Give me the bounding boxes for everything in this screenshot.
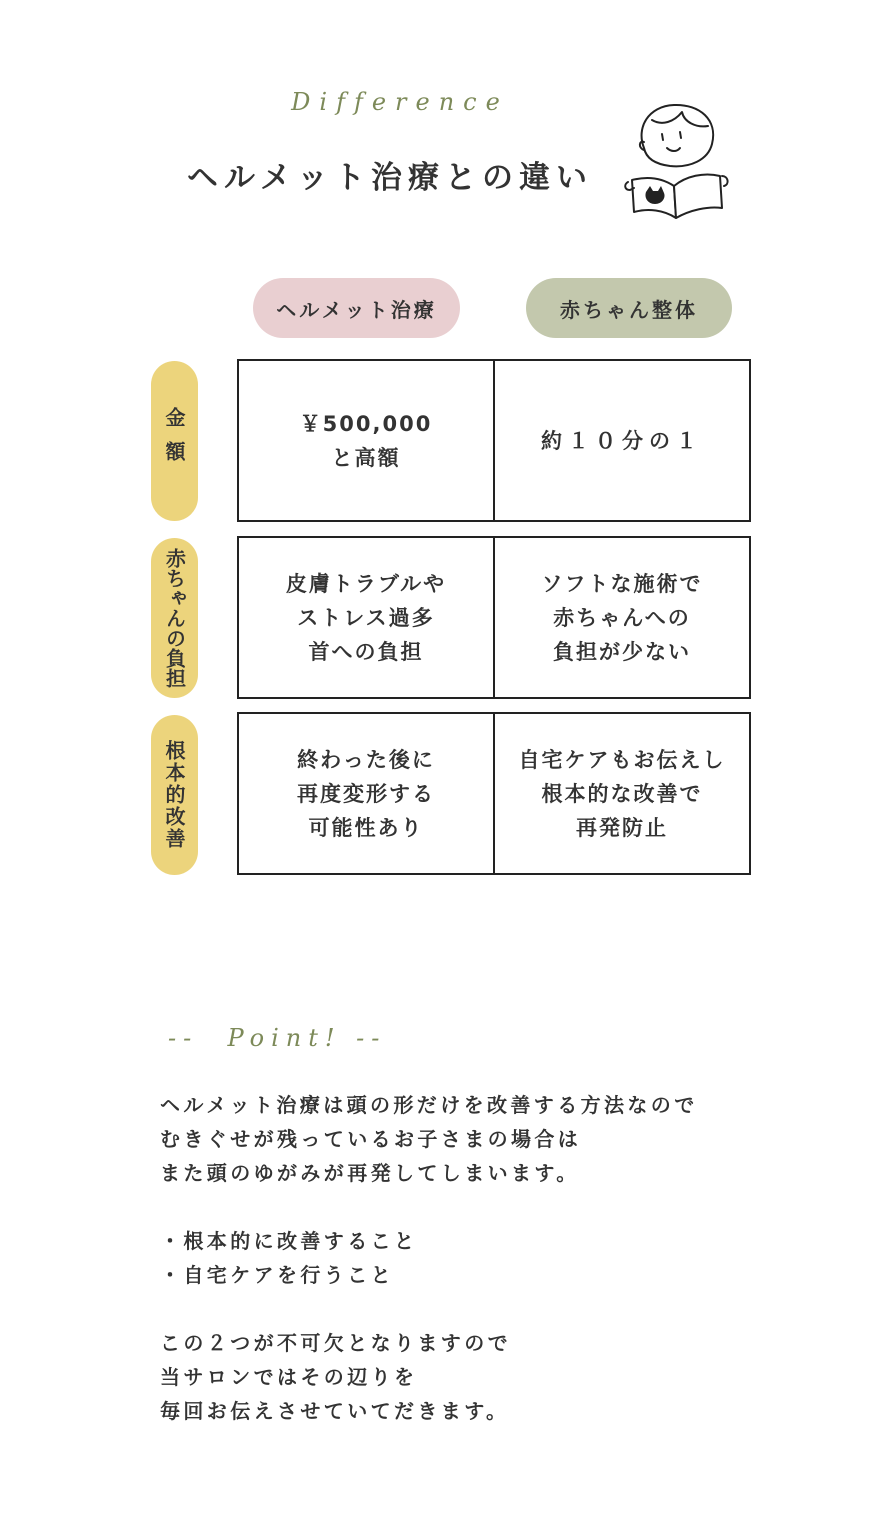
- cell-price-seitai: 約１０分の１: [493, 361, 749, 520]
- row-label-burden-text: 赤ちゃんの負担: [162, 548, 187, 688]
- row-label-burden: [151, 538, 198, 698]
- point-paragraph-list: ・根本的に改善すること ・自宅ケアを行うこと: [160, 1229, 418, 1287]
- cell-burden-helmet: 皮膚トラブルや ストレス過多 首への負担: [285, 571, 447, 664]
- section-title: ヘルメット治療との違い: [186, 160, 594, 196]
- comparison-row-burden: [237, 536, 751, 699]
- cell-improvement-helmet: 終わった後に 再度変形する 可能性あり: [297, 747, 435, 840]
- comparison-row-price: [237, 359, 751, 522]
- point-paragraph-intro: ヘルメット治療は頭の形だけを改善する方法なので むきぐせが残っているお子さまの場合は また頭のゆがみが再発してしまいます。: [160, 1093, 698, 1185]
- column-header-seitai: 赤ちゃん整体: [526, 278, 732, 338]
- point-paragraph-closing: この２つが不可欠となりますので 当サロンではその辺りを 毎回お伝えさせていてだきます。: [160, 1331, 511, 1423]
- column-header-helmet: ヘルメット治療: [253, 278, 460, 338]
- comparison-row-improvement: [237, 712, 751, 875]
- row-label-price-text: 金額: [162, 407, 186, 475]
- row-label-price: [151, 361, 198, 521]
- row-label-improvement: [151, 715, 198, 875]
- cell-improvement-seitai: 自宅ケアもお伝えし 根本的な改善で 再発防止: [493, 714, 749, 873]
- child-reading-book-illustration: [622, 98, 732, 223]
- section-eyebrow: Difference: [291, 88, 509, 116]
- cell-price-helmet: ￥500,000 と高額: [299, 411, 433, 470]
- cell-burden-seitai: ソフトな施術で 赤ちゃんへの 負担が少ない: [493, 538, 749, 697]
- point-heading: -- Point! --: [168, 1024, 387, 1052]
- row-label-improvement-text: 根本的改善: [162, 740, 186, 850]
- point-body: [160, 1088, 860, 1462]
